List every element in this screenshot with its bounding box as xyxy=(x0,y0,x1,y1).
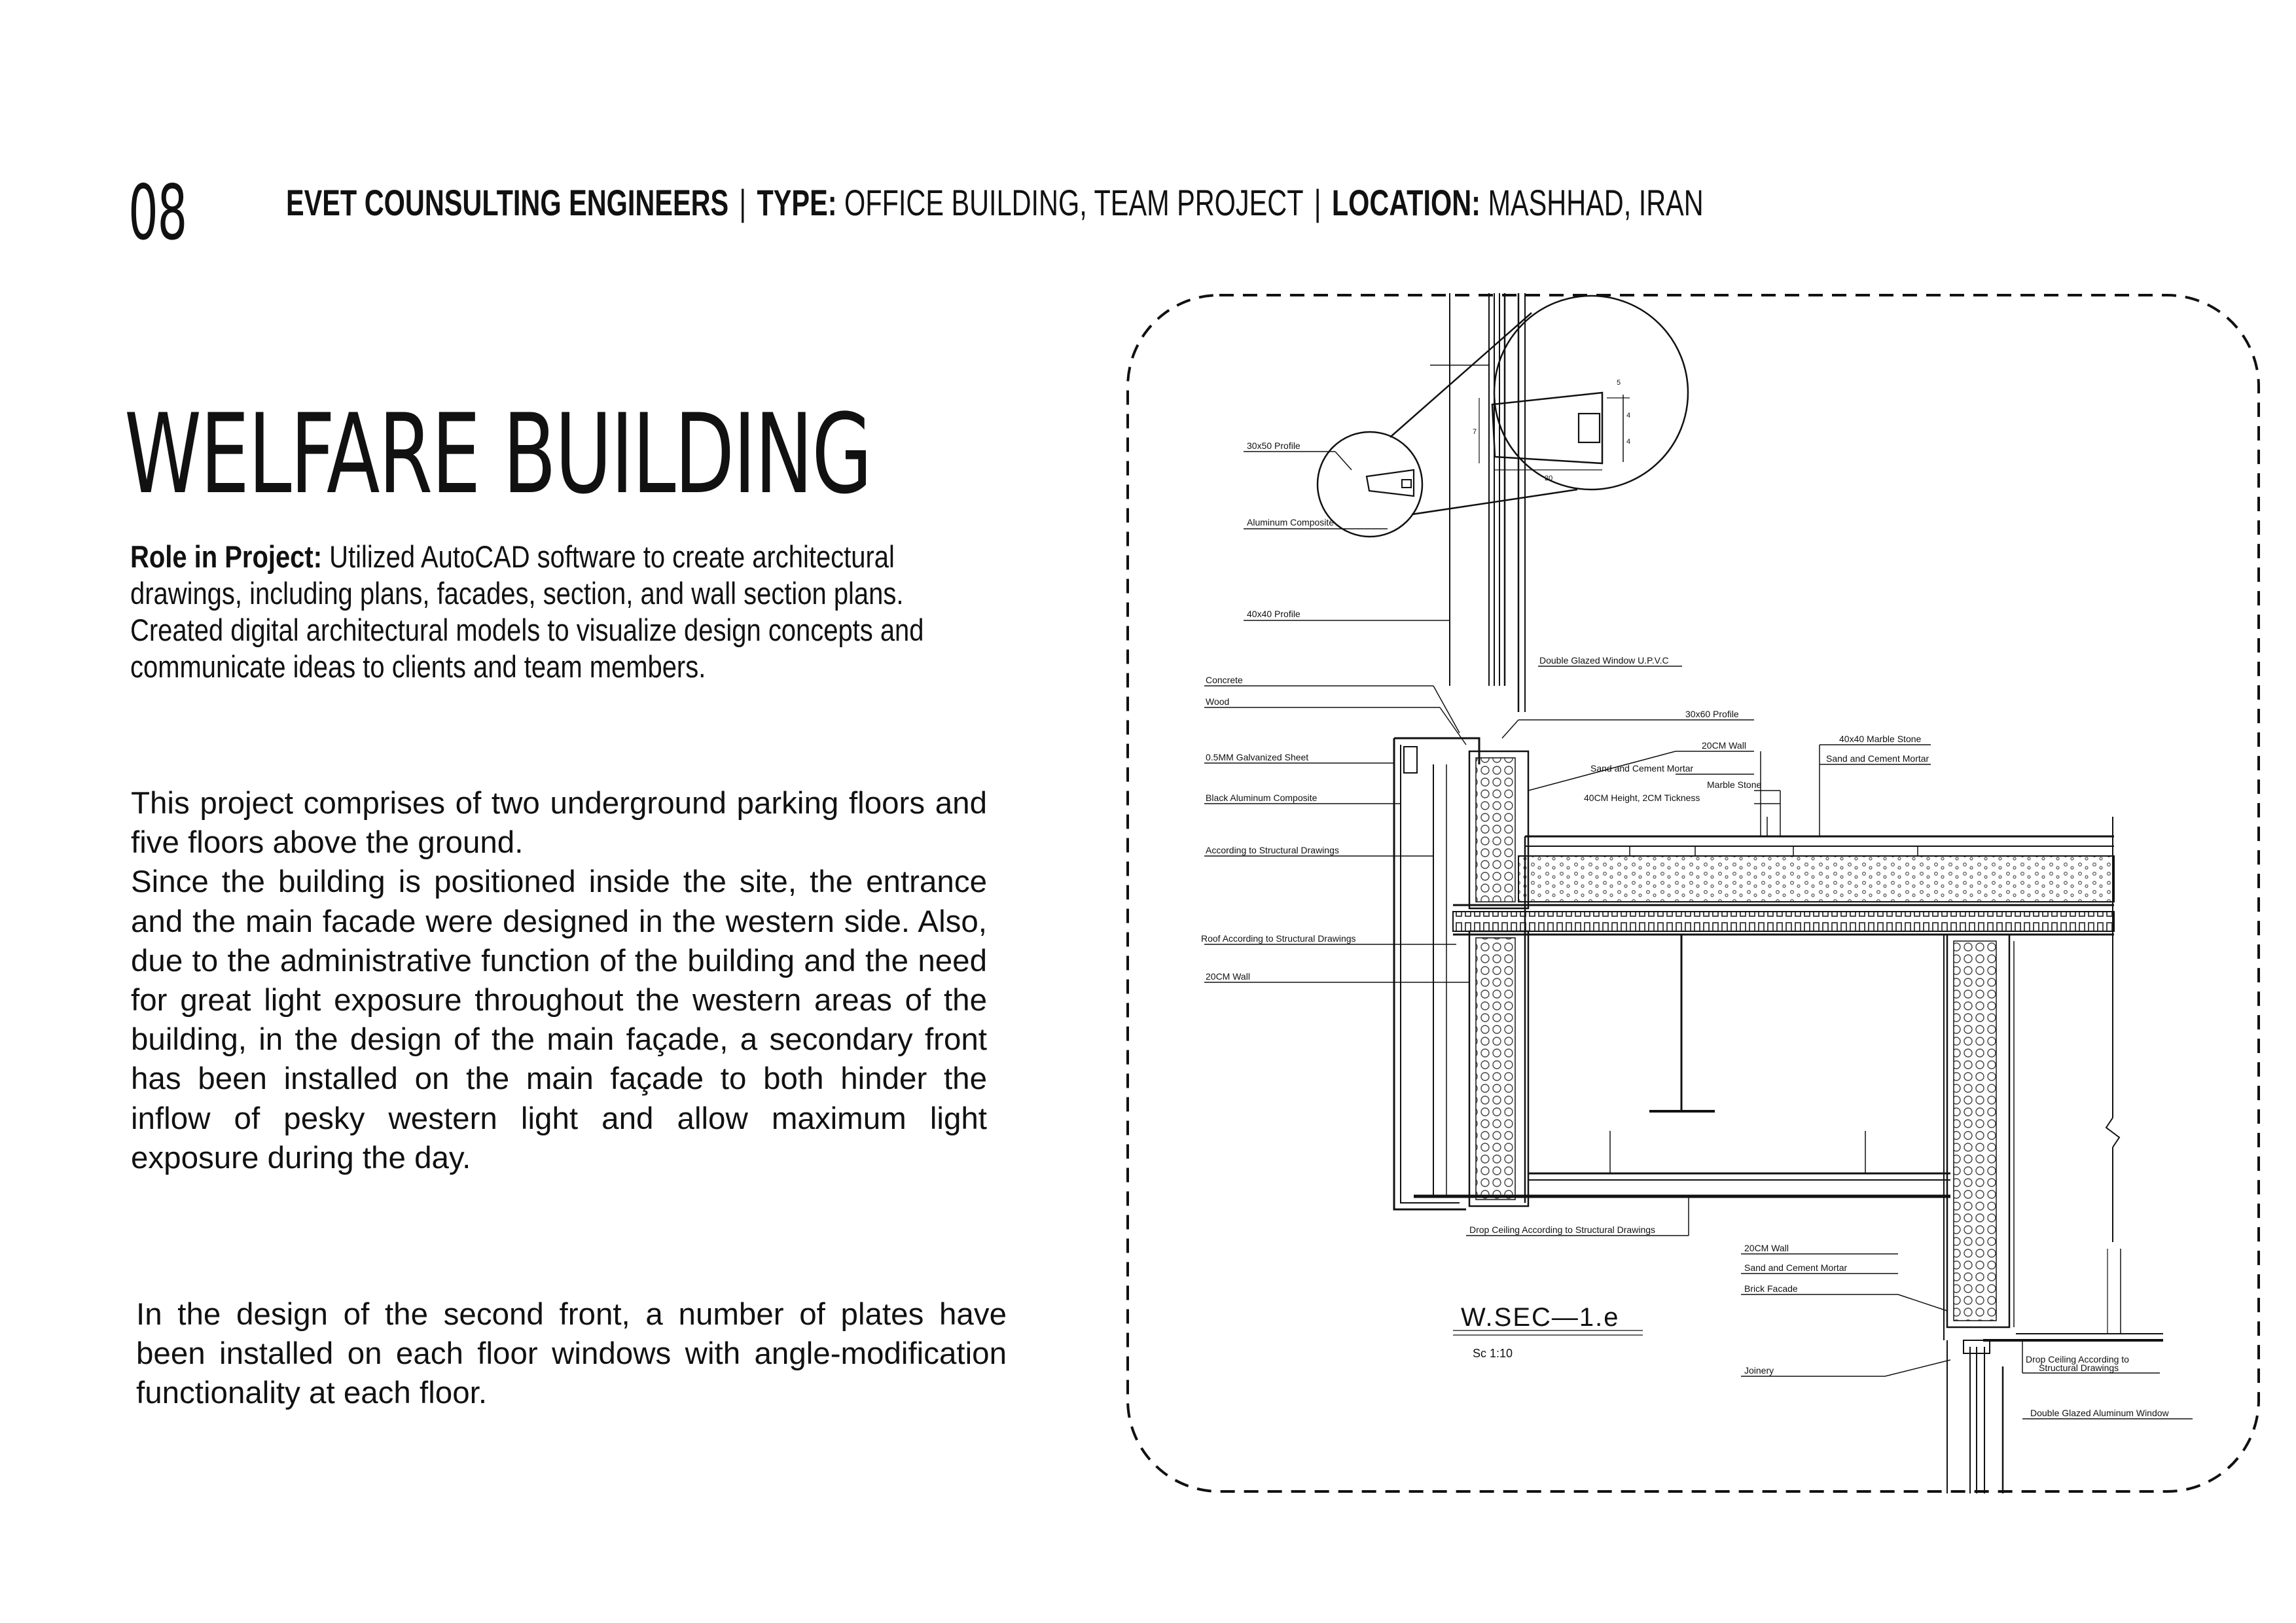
dim-4b: 4 xyxy=(1626,438,1631,446)
label-sand-cement: Sand and Cement Mortar xyxy=(1590,763,1694,774)
location-value: MASHHAD, IRAN xyxy=(1488,182,1704,223)
label-marble-40x40: 40x40 Marble Stone xyxy=(1839,734,1922,744)
second-front-description: In the design of the second front, a number of plates have been installed on each floor windows with angle-modification functionality at each floor. xyxy=(136,1297,1007,1411)
dim-20: 20 xyxy=(1545,474,1553,482)
label-according-structural: According to Structural Drawings xyxy=(1206,845,1339,855)
label-wall-20cm: 20CM Wall xyxy=(1702,740,1746,751)
label-sand-cement-lower: Sand and Cement Mortar xyxy=(1744,1262,1848,1273)
label-drop-ceiling-right-2: Structural Drawings xyxy=(2039,1363,2119,1373)
project-title: WELFARE BUILDING xyxy=(124,390,871,518)
label-sand-cement-right: Sand and Cement Mortar xyxy=(1826,753,1929,764)
detail-circle-large xyxy=(1494,296,1688,490)
label-double-glazed-upvc: Double Glazed Window U.P.V.C xyxy=(1539,655,1669,666)
location-label: LOCATION: xyxy=(1331,182,1480,223)
description-body: Since the building is positioned inside the site, the entrance and the main facade were designed in the western side. Also, due to the administrative function of the building and the need for great light exposure throughout the western areas of the building, in the design of the main façade, a secondary front has been installed on the main façade to both hinder the inflow of pesky western light and allow maximum light exposure during the day. xyxy=(131,865,987,1175)
company-name: EVET COUNSULTING ENGINEERS xyxy=(286,182,729,223)
dim-5: 5 xyxy=(1617,379,1621,387)
separator: | xyxy=(739,182,747,223)
type-label: TYPE: xyxy=(757,182,837,223)
description-intro: This project comprises of two underground parking floors and five floors above the ground. xyxy=(131,786,987,861)
label-concrete: Concrete xyxy=(1206,675,1243,685)
separator: | xyxy=(1314,182,1321,223)
label-aluminum-composite: Aluminum Composite xyxy=(1247,517,1335,527)
type-value: OFFICE BUILDING, TEAM PROJECT xyxy=(844,182,1304,223)
label-profile-40x40: 40x40 Profile xyxy=(1247,609,1300,619)
label-black-aluminum-composite: Black Aluminum Composite xyxy=(1206,793,1318,803)
label-drop-ceiling: Drop Ceiling According to Structural Drawings xyxy=(1469,1224,1656,1235)
dim-4a: 4 xyxy=(1626,412,1631,419)
label-marble-stone: Marble Stone xyxy=(1707,779,1762,790)
page-number: 08 xyxy=(128,169,187,257)
label-profile-30x50: 30x50 Profile xyxy=(1247,440,1300,451)
role-label: Role in Project: xyxy=(130,539,323,574)
label-wall-20cm-lower: 20CM Wall xyxy=(1744,1243,1789,1253)
label-wall-20cm-left: 20CM Wall xyxy=(1206,971,1250,982)
label-profile-30x60: 30x60 Profile xyxy=(1685,709,1739,719)
label-marble-height: 40CM Height, 2CM Tickness xyxy=(1584,793,1700,803)
role-description xyxy=(130,539,998,685)
project-description xyxy=(131,784,987,1178)
label-wood: Wood xyxy=(1206,696,1230,707)
project-header xyxy=(286,182,1704,223)
label-galvanized-sheet: 0.5MM Galvanized Sheet xyxy=(1206,752,1309,762)
label-roof-according: Roof According to Structural Drawings xyxy=(1201,933,1356,944)
label-brick-facade: Brick Facade xyxy=(1744,1283,1798,1294)
dim-7: 7 xyxy=(1473,428,1477,436)
label-double-glazed-aluminum: Double Glazed Aluminum Window xyxy=(2030,1408,2169,1418)
drawing-scale: Sc 1:10 xyxy=(1473,1347,1513,1360)
role-text: Utilized AutoCAD software to create architectural drawings, including plans, facades, section, and wall section plans. Created digital architectural models to visualize design concepts and communicate ideas to clients and team members. xyxy=(130,539,924,684)
drawing-title: W.SEC—1.e xyxy=(1461,1303,1620,1332)
label-joinery: Joinery xyxy=(1744,1365,1774,1376)
wall-section-drawing xyxy=(1126,293,2261,1493)
label-drop-ceiling-right-1: Drop Ceiling According to xyxy=(2026,1354,2129,1364)
